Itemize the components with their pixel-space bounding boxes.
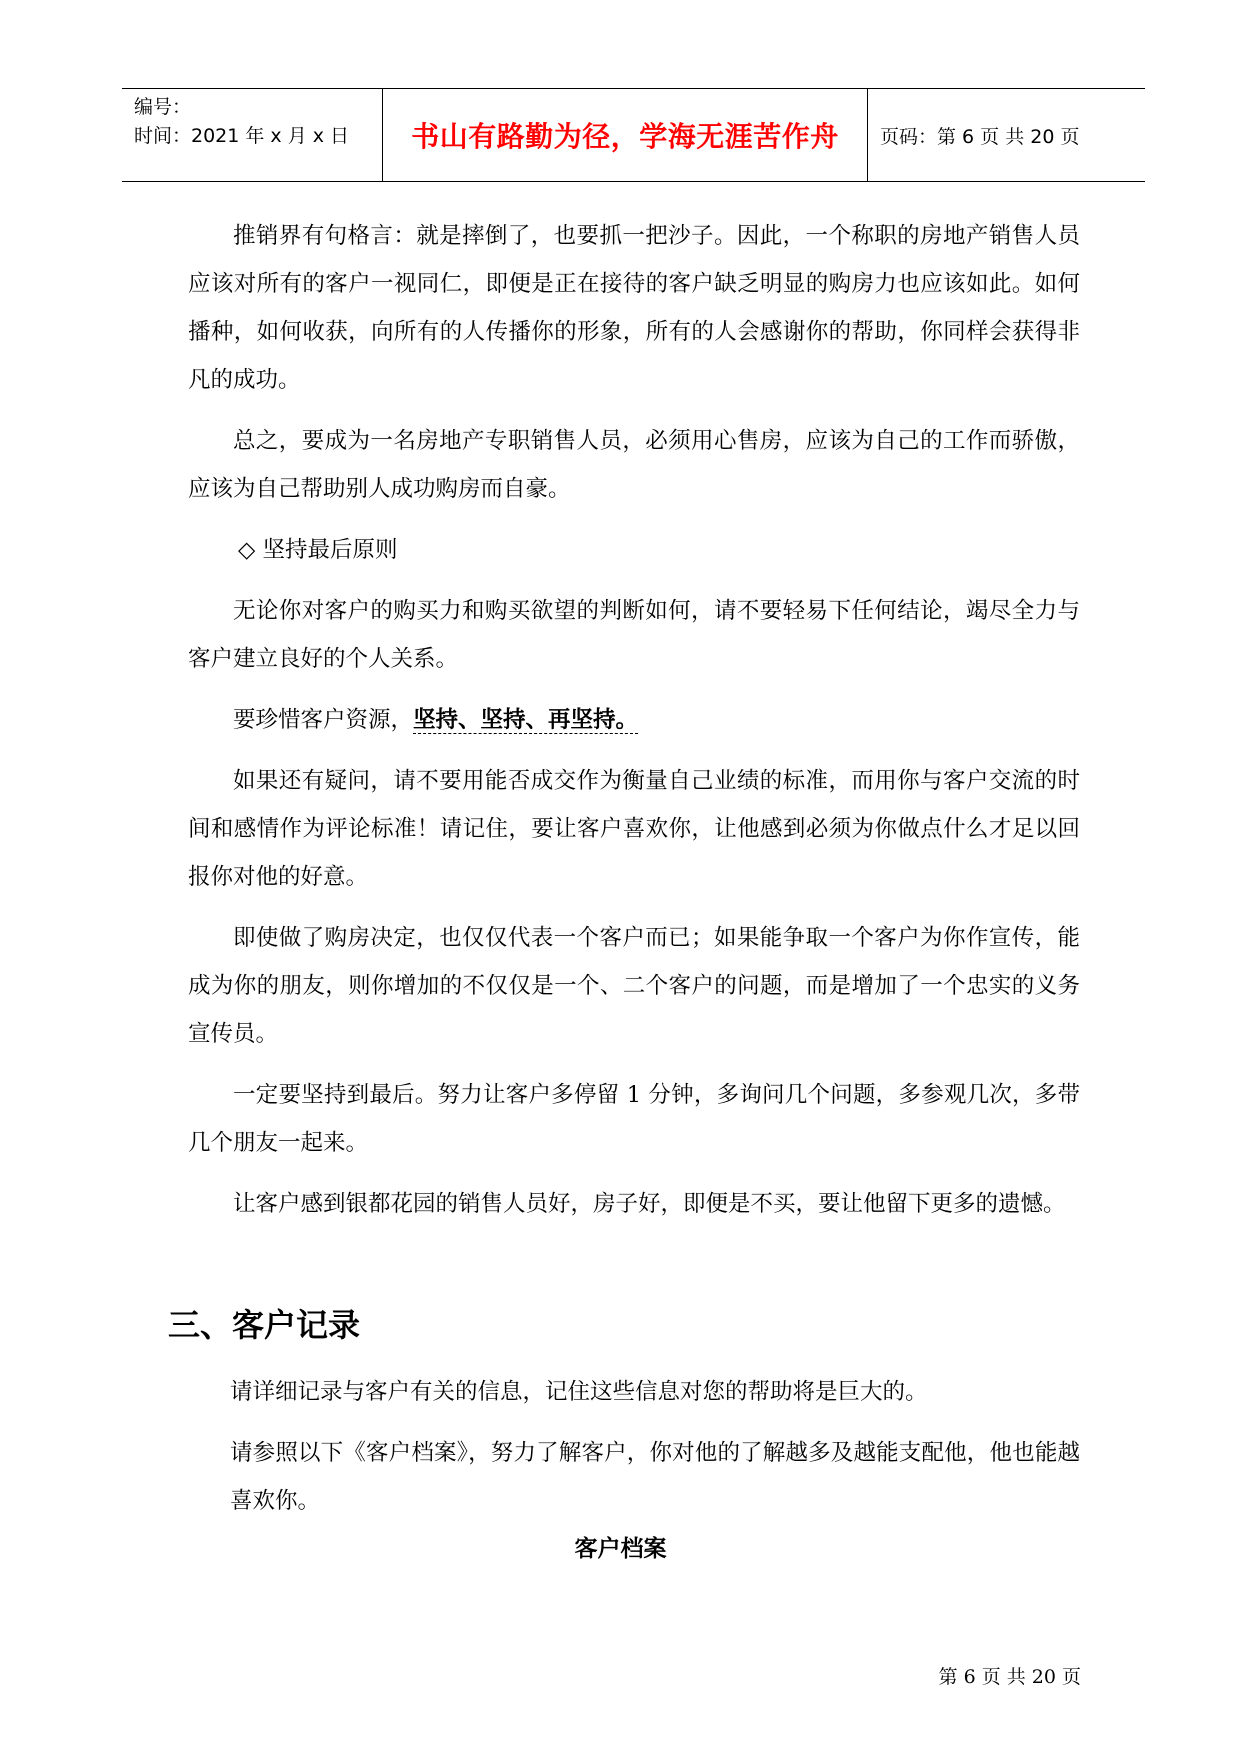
page-footer: 第 6 页 共 20 页 — [938, 1666, 1081, 1688]
section-content — [230, 1368, 1080, 1538]
header-motto: 书山有路勤为径，学海无涯苦作舟 — [383, 89, 868, 181]
document-number-label: 编号： — [134, 96, 192, 118]
page-header — [122, 88, 1145, 182]
paragraph: 即使做了购房决定，也仅仅代表一个客户而已；如果能争取一个客户为你作宣传，能成为你的朋友，则你增加的不仅仅是一个、二个客户的问题，而是增加了一个忠实的义务宣传员。 — [188, 925, 1080, 1047]
emphasis-text: 坚持、坚持、再坚持。 — [413, 707, 639, 733]
document-time-label: 时间：2021 年 x 月 x 日 — [134, 125, 350, 147]
header-page-label: 页码：第 6 页 共 20 页 — [880, 125, 1080, 148]
paragraph: 推销界有句格言：就是摔倒了，也要抓一把沙子。因此，一个称职的房地产销售人员应该对所有的客户一视同仁，即便是正在接待的客户缺乏明显的购房力也应该如此。如何播种，如何收获，向所有的人传播你的形象，所有的人会感谢你的帮助，你同样会获得非凡的成功。 — [188, 223, 1080, 393]
table-title: 客户档案 — [574, 1536, 667, 1562]
paragraph: 请参照以下《客户档案》，努力了解客户，你对他的了解越多及越能支配他，他也能越喜欢你。 — [230, 1440, 1080, 1514]
section-title: 三、客户记录 — [168, 1306, 361, 1344]
body-content — [188, 212, 1080, 1241]
paragraph: 总之，要成为一名房地产专职销售人员，必须用心售房，应该为自己的工作而骄傲，应该为自己帮助别人成功购房而自豪。 — [188, 428, 1080, 502]
paragraph: 让客户感到银都花园的销售人员好，房子好，即便是不买，要让他留下更多的遗憾。 — [233, 1191, 1066, 1217]
paragraph-prefix: 要珍惜客户资源， — [233, 707, 414, 733]
bullet-heading: ◇ 坚持最后原则 — [238, 537, 398, 563]
paragraph: 无论你对客户的购买力和购买欲望的判断如何，请不要轻易下任何结论，竭尽全力与客户建立良好的个人关系。 — [188, 598, 1080, 672]
paragraph: 请详细记录与客户有关的信息，记住这些信息对您的帮助将是巨大的。 — [230, 1379, 928, 1405]
header-meta — [122, 89, 383, 181]
paragraph: 如果还有疑问，请不要用能否成交作为衡量自己业绩的标准，而用你与客户交流的时间和感情作为评论标准！请记住，要让客户喜欢你，让他感到必须为你做点什么才足以回报你对他的好意。 — [188, 768, 1080, 890]
paragraph — [188, 696, 1080, 744]
paragraph: 一定要坚持到最后。努力让客户多停留 1 分钟，多询问几个问题，多参观几次，多带几个朋友一起来。 — [188, 1082, 1080, 1156]
